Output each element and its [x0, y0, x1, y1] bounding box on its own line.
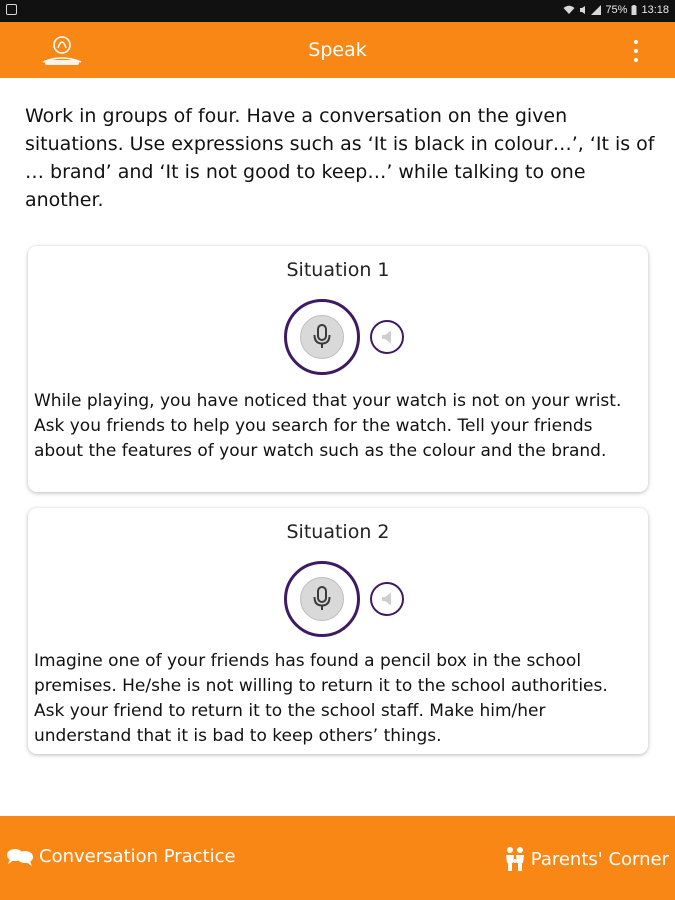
chat-bubbles-icon [6, 847, 34, 867]
battery-text: 75% [605, 4, 628, 16]
speaker-icon [379, 329, 395, 345]
parents-corner-button[interactable] [504, 846, 669, 872]
speaker-icon [379, 591, 395, 607]
parents-corner-label: Parents' Corner [530, 848, 669, 870]
situation-title: Situation 2 [286, 521, 390, 543]
conversation-practice-label: Conversation Practice [39, 846, 236, 867]
app-logo[interactable] [40, 33, 84, 67]
clock: 13:18 [641, 4, 669, 16]
family-icon [504, 846, 526, 872]
bottom-nav [0, 816, 675, 900]
overflow-menu-icon[interactable] [631, 40, 641, 62]
microphone-icon [300, 315, 344, 359]
situation-card-2 [28, 508, 648, 754]
record-button[interactable] [284, 299, 360, 375]
speaker-button[interactable] [370, 582, 404, 616]
conversation-practice-button[interactable] [6, 846, 236, 867]
situation-text: Imagine one of your friends has found a pencil box in the school premises. He/she is not willing to return it to the school authorities. Ask your friend to return it to the school staff. Make him/her understand that it is bad to keep others’ things. [34, 651, 608, 746]
signal-icon [591, 5, 601, 15]
wifi-icon [563, 5, 575, 15]
instructions-text: Work in groups of four. Have a conversation on the given situations. Use expressions such as ‘It is black in colour…’, ‘It is of … brand’ and ‘It is not good to keep…’ while talking to one another. [25, 105, 655, 211]
mute-icon [579, 5, 587, 15]
situation-title: Situation 1 [286, 259, 390, 281]
photo-icon [6, 4, 17, 15]
situation-text: While playing, you have noticed that your watch is not on your wrist. Ask you friends to help you search for the watch. Tell your friends about the features of your watch such as the colour and the brand. [34, 391, 622, 461]
microphone-icon [300, 577, 344, 621]
page-title: Speak [308, 39, 367, 61]
status-bar-right [563, 4, 669, 16]
situation-card-1 [28, 246, 648, 492]
speaker-button[interactable] [370, 320, 404, 354]
status-bar [0, 0, 675, 22]
battery-icon [631, 5, 637, 15]
record-button[interactable] [284, 561, 360, 637]
app-bar [0, 22, 675, 78]
